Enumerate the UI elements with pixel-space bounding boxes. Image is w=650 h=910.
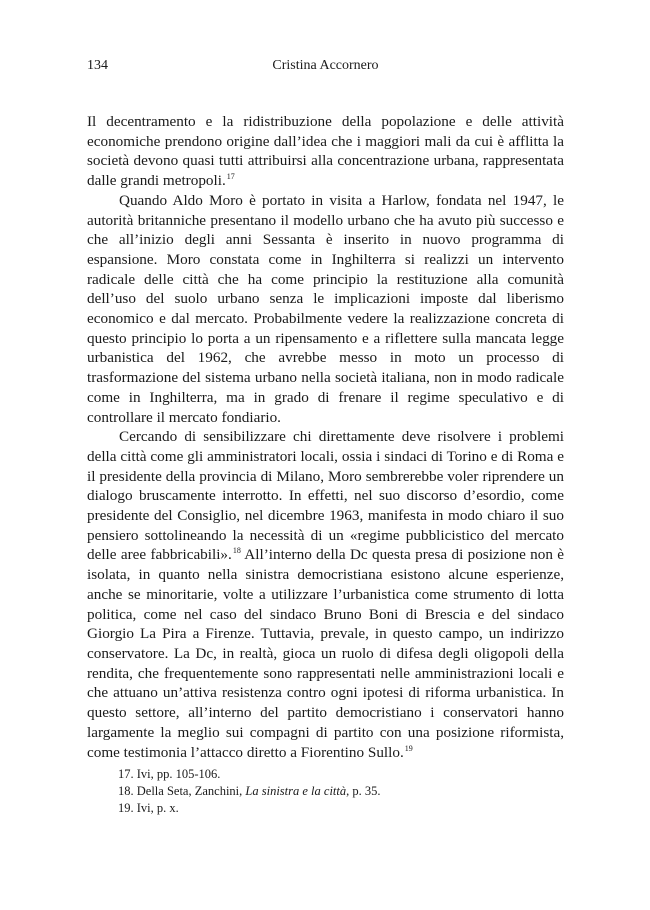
footnote-number: 18. [118,784,134,798]
main-text [87,112,564,762]
footnote [118,800,564,817]
page-number: 134 [87,58,108,73]
paragraph-text: All’interno della Dc questa presa di posizione non è isolata, in quanto nella sinistra democristiana esistono alcune esperienze, anche se minoritarie, volte a utilizzare l’urbanistica come strumento di lotta politica, come nel caso del sindaco Bruno Boni di Brescia e del sindaco Giorgio La Pira a Firenze. Tuttavia, prevale, in questo campo, un indirizzo conservatore. La Dc, in realtà, gioca un ruolo di difesa degli oligopoli della rendita, che frequentemente sono rappresentati nelle amministrazioni locali e che attuano un’attiva resistenza contro ogni ipotesi di riforma urbanistica. In questo settore, all’interno del partito democristiano i conservatori hanno largamente la meglio sui compagni di partito con una posizione riformista, come testimonia l’attacco diretto a Fiorentino Sullo. [87,546,564,761]
footnote-title: La sinistra e la città [245,784,347,798]
paragraph-text: Quando Aldo Moro è portato in visita a Harlow, fondata nel 1947, le autorità britanniche presentano il modello urbano che ha avuto più successo e che all’inizio degli anni Sessanta è inserito in nuovo programma di espansione. Moro constata come in Inghilterra si realizzi un intervento radicale delle città che ha come principio la restituzione alla comunità dell’uso del suolo urbano senza le implicazioni imposte dal liberismo economico e dal mercato. Probabilmente vedere la realizzazione concreta di questo principio lo porta a un ripensamento e a riflettere sulla mancata legge urbanistica del 1962, che avrebbe messo in moto un processo di trasformazione del sistema urbano nella società italiana, non in modo radicale come in Inghilterra, ma in grado di frenare il regime speculativo e di controllare il mercato fondiario. [87,191,564,426]
footnote-ref[interactable]: 19 [404,743,413,753]
paragraph [87,427,564,762]
paragraph-text: Il decentramento e la ridistribuzione della popolazione e delle attività economiche prendono origine dall’idea che i maggiori mali da cui è afflitta la società devono quasi tutti attribuirsi alla concentrazione urbana, rappresentata dalle grandi metropoli. [87,113,564,190]
footnote-text: Della Seta, Zanchini, [136,784,246,798]
footnote-text: , p. 35. [346,784,381,798]
footnote-number: 17. [118,767,134,781]
footnote-number: 19. [118,801,134,815]
page-header [87,58,564,78]
paragraph [87,112,564,191]
footnote-text: Ivi, p. x. [136,801,179,815]
footnote-ref[interactable]: 18 [232,546,241,556]
footnote [118,766,564,783]
footnotes [118,766,564,817]
footnote-ref[interactable]: 17 [226,172,235,182]
running-title: Cristina Accornero [272,58,379,73]
paragraph-text: Cercando di sensibilizzare chi direttamente deve risolvere i problemi della città come gli amministratori locali, ossia i sindaci di Torino e di Roma e il presidente della provincia di Milano, Moro sembrerebbe voler riprendere un dialogo bruscamente interrotto. In effetti, nel suo discorso d’esordio, come presidente del Consiglio, nel dicembre 1963, manifesta in modo chiaro il suo pensiero sottolineando la necessità di un «regime pubblicistico del mercato delle aree fabbricabili». [87,428,564,564]
footnote-text: Ivi, pp. 105-106. [136,767,221,781]
footnote [118,783,564,800]
paragraph [87,191,564,427]
